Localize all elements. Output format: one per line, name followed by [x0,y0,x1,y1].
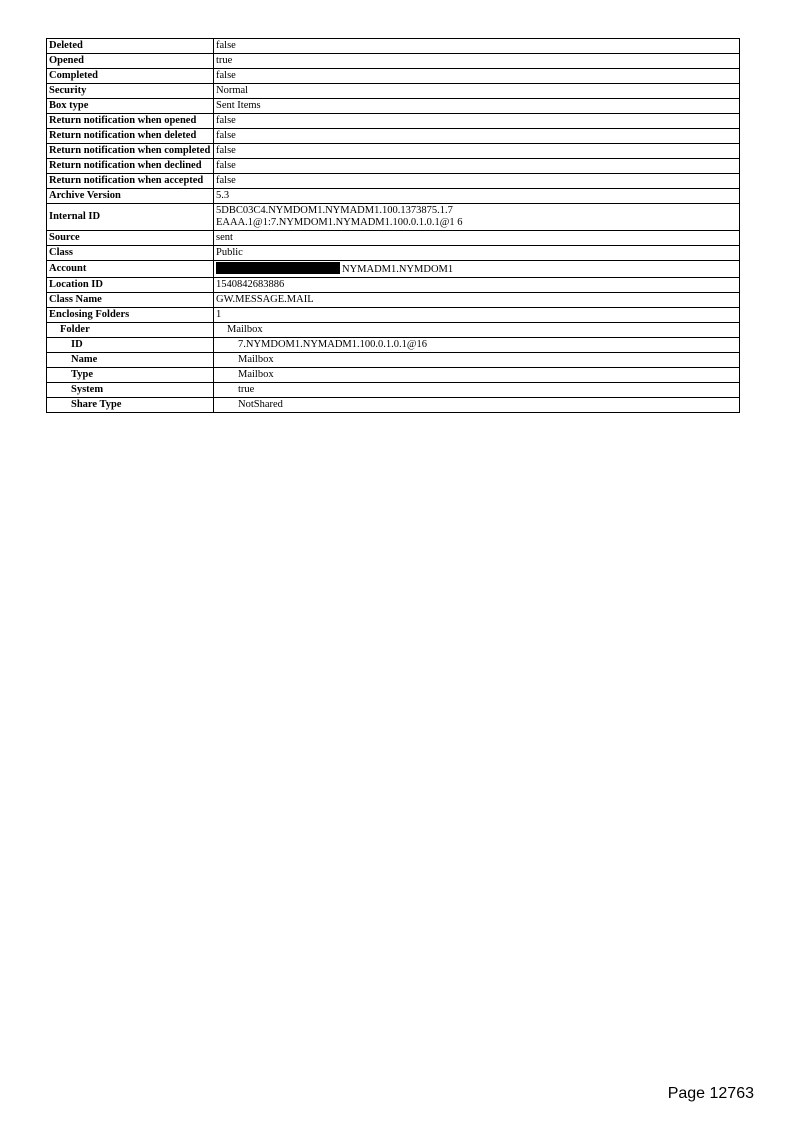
property-value: true [214,54,740,69]
table-row [47,114,740,129]
property-value: false [214,69,740,84]
table-row [47,278,740,293]
property-value: 7.NYMDOM1.NYMADM1.100.0.1.0.1@16 [214,338,740,353]
table-row [47,293,740,308]
table-row [47,353,740,368]
table-row [47,368,740,383]
table-row [47,54,740,69]
property-key: Opened [47,54,214,69]
table-row [47,84,740,99]
table-row [47,308,740,323]
property-value: false [214,114,740,129]
property-value: 5.3 [214,189,740,204]
property-key: Name [47,353,214,368]
property-value: Sent Items [214,99,740,114]
property-key: Archive Version [47,189,214,204]
table-row [47,144,740,159]
table-row [47,159,740,174]
property-key: Source [47,231,214,246]
property-value: Normal [214,84,740,99]
property-value: false [214,39,740,54]
property-value: Mailbox [214,368,740,383]
table-row [47,99,740,114]
internal-id-line-1: 5DBC03C4.NYMDOM1.NYMADM1.100.1373875.1.7 [216,205,453,216]
property-key: Deleted [47,39,214,54]
property-key: Security [47,84,214,99]
property-key: Class [47,246,214,261]
property-key: Type [47,368,214,383]
property-value: false [214,174,740,189]
property-key: Return notification when opened [47,114,214,129]
table-row [47,129,740,144]
page-number: Page 12763 [667,1085,754,1102]
property-key: Return notification when declined [47,159,214,174]
table-row [47,69,740,84]
property-value: false [214,159,740,174]
property-key: Account [47,261,214,278]
table-row [47,189,740,204]
table-row [47,231,740,246]
property-value: false [214,129,740,144]
properties-table [46,38,740,413]
internal-id-value [214,204,740,231]
property-value: Mailbox [214,353,740,368]
table-row [47,174,740,189]
redaction-block [216,262,340,274]
property-key: Enclosing Folders [47,308,214,323]
property-value: sent [214,231,740,246]
property-key: Box type [47,99,214,114]
property-key: System [47,383,214,398]
account-value [214,261,740,278]
table-row [47,246,740,261]
property-key: Class Name [47,293,214,308]
property-key: Return notification when deleted [47,129,214,144]
table-row [47,383,740,398]
table-row [47,338,740,353]
property-value: NotShared [214,398,740,413]
property-key: Share Type [47,398,214,413]
table-row [47,204,740,231]
table-row [47,39,740,54]
internal-id-line-2: EAAA.1@1:7.NYMDOM1.NYMADM1.100.0.1.0.1@1 6 [216,217,463,228]
property-value: true [214,383,740,398]
property-value: 1540842683886 [214,278,740,293]
property-key: ID [47,338,214,353]
table-row [47,261,740,278]
property-value: GW.MESSAGE.MAIL [214,293,740,308]
table-row [47,323,740,338]
property-value: Public [214,246,740,261]
property-key: Return notification when completed [47,144,214,159]
property-value: Mailbox [214,323,740,338]
property-value: false [214,144,740,159]
table-row [47,398,740,413]
property-key: Internal ID [47,204,214,231]
property-key: Location ID [47,278,214,293]
property-key: Completed [47,69,214,84]
account-domain: NYMADM1.NYMDOM1 [342,264,454,275]
property-key: Return notification when accepted [47,174,214,189]
property-value: 1 [214,308,740,323]
property-key: Folder [47,323,214,338]
